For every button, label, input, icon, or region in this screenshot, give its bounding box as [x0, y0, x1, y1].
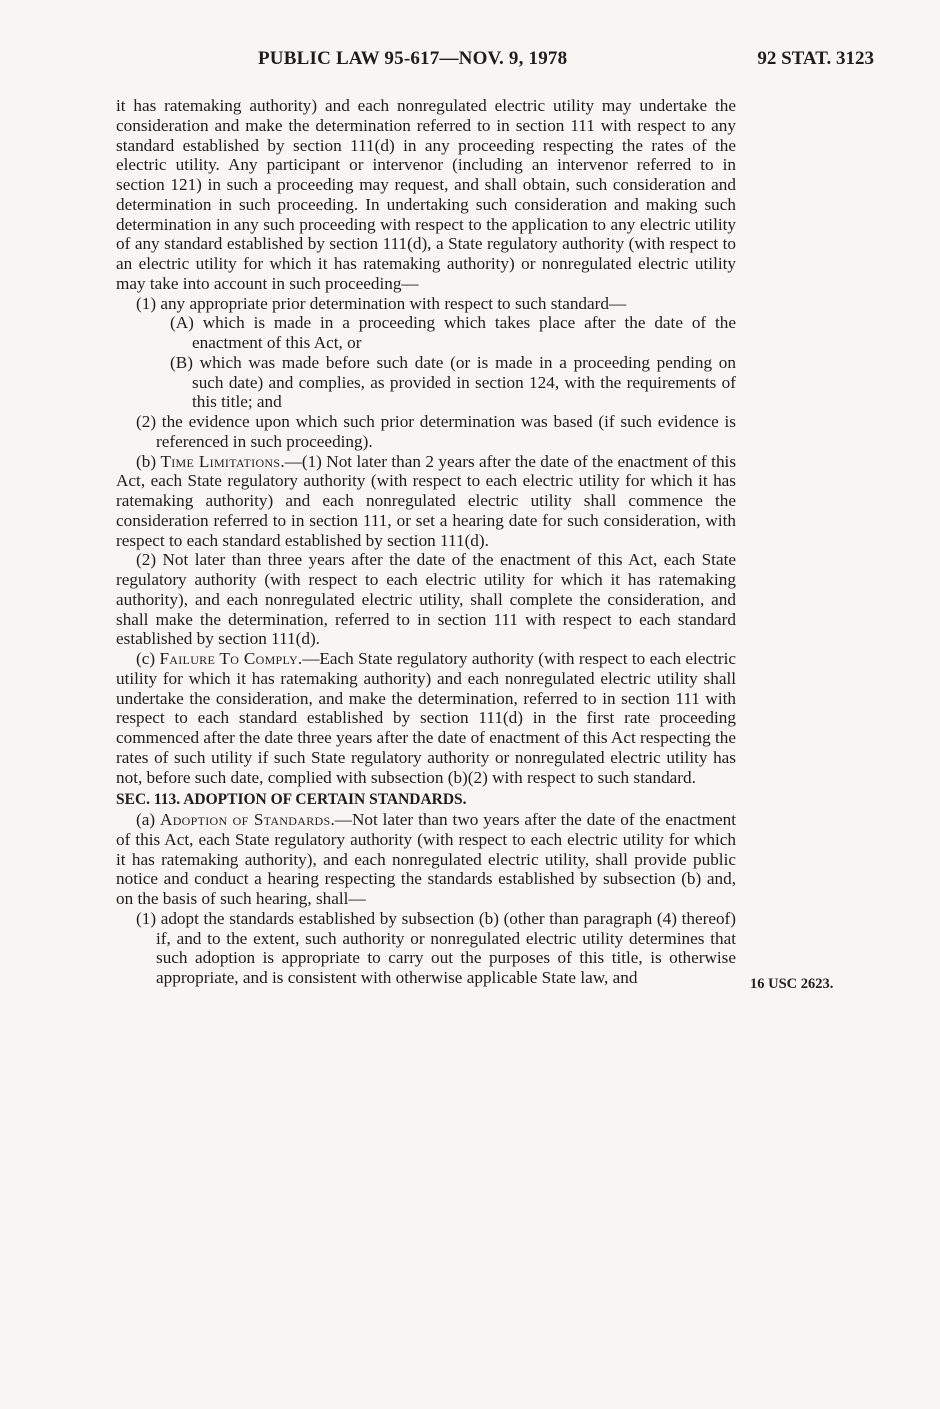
usc-citation: 16 USC 2623. — [750, 976, 834, 992]
subsection-c-heading: Failure To Comply — [159, 649, 298, 668]
subsection-b — [116, 452, 736, 551]
subsection-a — [116, 810, 736, 909]
subsection-c — [116, 649, 736, 787]
subsection-a-prefix: (a) — [136, 810, 160, 829]
subsection-b-prefix: (b) — [136, 451, 161, 471]
stat-page-number: 92 STAT. 3123 — [757, 48, 874, 69]
subsection-c-prefix: (c) — [136, 649, 160, 668]
subsection-c-text: .—Each State regulatory authority (with respect to each electric utility for which it has ratemaking authority) and each nonregulated electric utility shall undertake the consideration, and make the determination, referred to in section 111 with respect to each standard established by section 111(d) in the first rate proceeding commenced after the date three years after the date of enactment of this Act respecting the rates of such utility if such State regulatory authority or nonregulated electric utility has not, before such date, complied with subsection (b)(2) with respect to such standard. — [116, 649, 736, 787]
list-item-2: (2) the evidence upon which such prior determination was based (if such evidence is referenced in such proceeding). — [136, 412, 736, 451]
running-title: PUBLIC LAW 95-617—NOV. 9, 1978 — [258, 48, 568, 69]
page-header — [0, 48, 940, 74]
section-heading: SEC. 113. ADOPTION OF CERTAIN STANDARDS. — [116, 791, 467, 809]
subsection-b-heading: Time Limitations — [160, 451, 281, 471]
list-item-a-1: (1) adopt the standards established by subsection (b) (other than paragraph (4) thereof) if, and to the extent, such authority or nonregulated electric utility determines that such adoption is appropriate to carry out the purposes of this title, is otherwise appropriate, and is consistent with otherwise applicable State law, and — [136, 908, 736, 987]
list-item-b: (B) which was made before such date (or is made in a proceeding pending on such date) and complies, as provided in section 124, with the requirements of this title; and — [170, 352, 736, 412]
list-item-1: (1) any appropriate prior determination with respect to such standard— — [136, 293, 627, 313]
subsection-a-text: .—Not later than two years after the date of the enactment of this Act, each State regulatory authority (with respect to each electric utility for which it has ratemaking authority), and each nonregulated electric utility, shall provide public notice and conduct a hearing respecting the standards established by subsection (b) and, on the basis of such hearing, shall— — [116, 810, 736, 908]
list-item-a: (A) which is made in a proceeding which takes place after the date of the enactment of this Act, or — [170, 313, 736, 352]
law-text — [116, 96, 736, 988]
subsection-b-2: (2) Not later than three years after the date of the enactment of this Act, each State regulatory authority (with respect to each electric utility for which it has ratemaking authority), and each nonregulated electric utility, shall complete the consideration, and shall make the determination, referred to in section 111 with respect to each standard established by section 111(d). — [116, 550, 736, 649]
subsection-a-heading: Adoption of Standards — [159, 810, 331, 829]
subsection-b-text: .—(1) Not later than 2 years after the date of the enactment of this Act, each State regulatory authority (with respect to each electric utility for which it has ratemaking authority) and each nonregulated electric utility shall commence the consideration referred to in section 111, or set a hearing date for such consideration, with respect to each standard established by section 111(d). — [116, 451, 737, 550]
paragraph-continuation: it has ratemaking authority) and each nonregulated electric utility may undertake the consideration and make the determination referred to in section 111 with respect to any standard established by section 111(d) in any proceeding respecting the rates of the electric utility. Any participant or intervenor (including an intervenor referred to in section 121) in such a proceeding may request, and shall obtain, such consideration and determination in such proceeding. In undertaking such consideration and making such determination in any such proceeding with respect to the application to any electric utility of any standard established by section 111(d), a State regulatory authority (with respect to an electric utility for which it has ratemaking authority) or nonregulated electric utility may take into account in such proceeding— — [116, 96, 736, 293]
